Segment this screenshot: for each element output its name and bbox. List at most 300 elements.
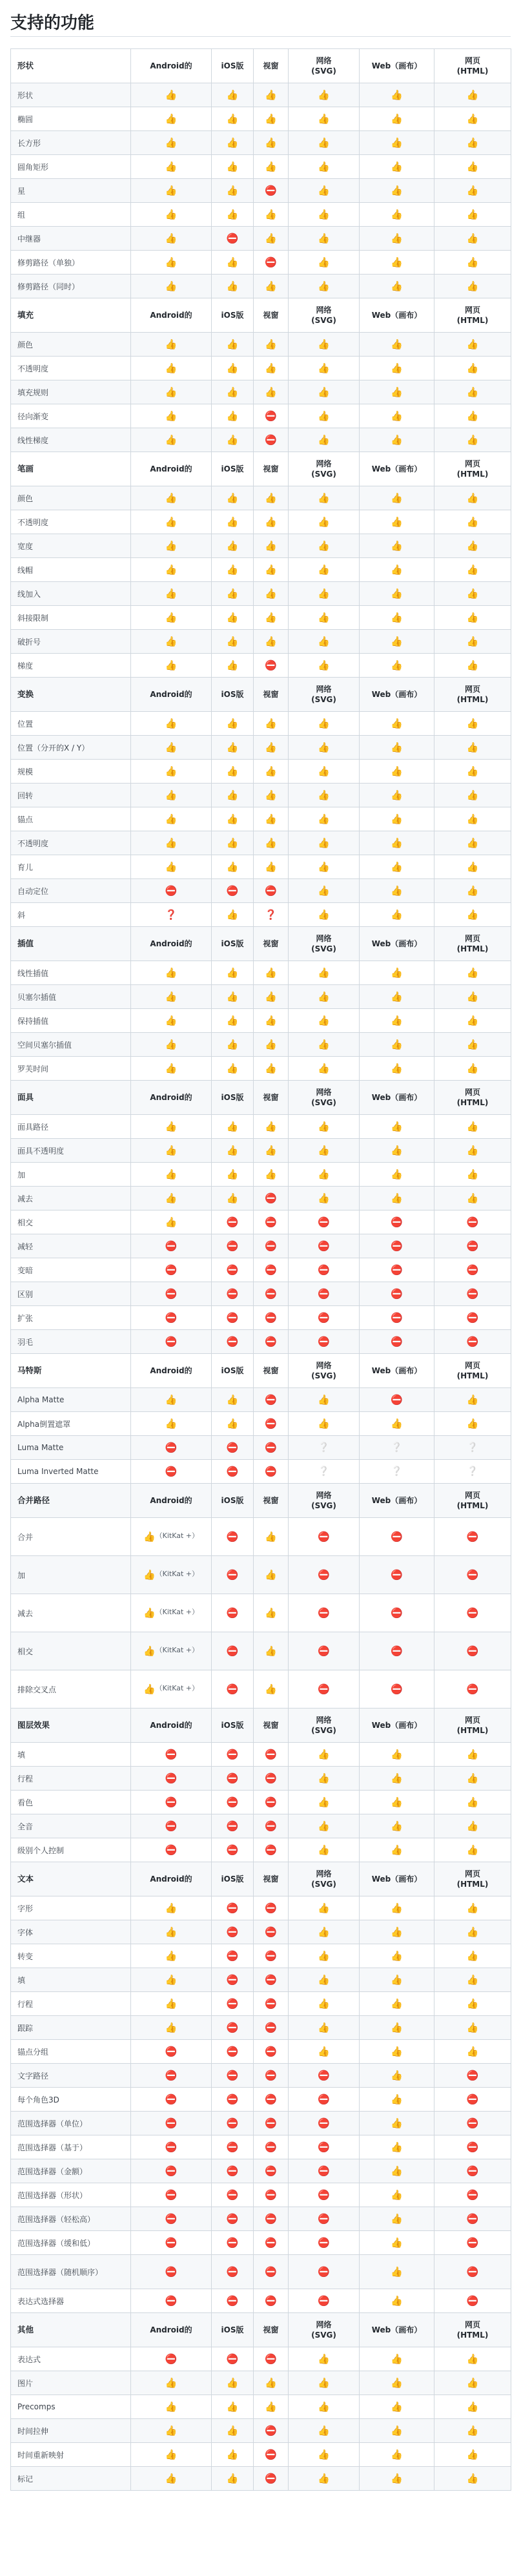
support-cell-web-html	[434, 2443, 511, 2467]
support-cell-windows	[254, 2443, 289, 2467]
column-header-android: Android的	[131, 49, 212, 83]
thumbs-up-icon: 👍	[226, 1192, 239, 1204]
support-cell-web-html	[434, 1920, 511, 1944]
thumbs-up-icon: 👍	[265, 765, 277, 777]
thumbs-up-icon: 👍	[466, 1820, 479, 1832]
support-cell-web-canvas	[360, 2231, 434, 2255]
no-entry-icon: ⛔	[318, 1569, 330, 1581]
support-cell-android	[131, 2371, 212, 2395]
support-cell-ios	[212, 1944, 254, 1968]
support-cell-web-svg	[289, 784, 360, 807]
feature-name: 中继器	[11, 227, 131, 251]
support-cell-android	[131, 2207, 212, 2231]
no-entry-icon: ⛔	[226, 1264, 239, 1276]
support-cell-web-canvas	[360, 203, 434, 227]
no-entry-icon: ⛔	[391, 1216, 403, 1228]
thumbs-up-icon: 👍	[318, 564, 330, 576]
no-entry-icon: ⛔	[165, 2141, 178, 2153]
thumbs-up-icon: 👍	[226, 89, 239, 101]
thumbs-up-icon: 👍	[165, 564, 178, 576]
table-row	[11, 275, 511, 298]
support-cell-web-svg	[289, 486, 360, 510]
support-cell-web-canvas	[360, 83, 434, 107]
support-cell-web-canvas	[360, 712, 434, 736]
support-cell-web-svg	[289, 606, 360, 630]
support-cell-web-html	[434, 2135, 511, 2159]
support-cell-windows	[254, 2040, 289, 2064]
support-cell-web-html	[434, 179, 511, 203]
table-row	[11, 2064, 511, 2088]
thumbs-up-icon: 👍	[165, 2425, 178, 2436]
section-title: 文本	[11, 1862, 131, 1896]
no-entry-icon: ⛔	[226, 2237, 239, 2249]
no-entry-icon: ⛔	[318, 2070, 330, 2081]
support-cell-windows	[254, 582, 289, 606]
support-cell-web-html	[434, 654, 511, 678]
thumbs-up-icon: 👍	[226, 434, 239, 446]
support-cell-web-html	[434, 2040, 511, 2064]
support-cell-android	[131, 1670, 212, 1709]
no-entry-icon: ⛔	[165, 1796, 178, 1808]
support-cell-ios	[212, 380, 254, 404]
table-row	[11, 712, 511, 736]
support-cell-windows	[254, 961, 289, 985]
feature-name: 线性插值	[11, 961, 131, 985]
thumbs-up-icon: 👍	[391, 1015, 403, 1026]
thumbs-up-icon: 👍	[265, 2401, 277, 2413]
table-row	[11, 1234, 511, 1258]
no-entry-icon: ⛔	[466, 2189, 479, 2201]
section-header-row	[11, 49, 511, 83]
column-header-windows: 视窗	[254, 298, 289, 333]
support-cell-windows	[254, 807, 289, 831]
thumbs-up-icon: 👍	[165, 1902, 178, 1914]
support-cell-ios	[212, 1163, 254, 1187]
support-cell-web-html	[434, 736, 511, 760]
support-cell-web-svg	[289, 1518, 360, 1556]
thumbs-up-icon: 👍	[226, 1015, 239, 1026]
support-cell-web-html	[434, 2371, 511, 2395]
table-row	[11, 807, 511, 831]
feature-name: 星	[11, 179, 131, 203]
thumbs-up-icon: 👍	[391, 1039, 403, 1050]
thumbs-up-icon: 👍	[165, 1145, 178, 1156]
section-header-row	[11, 1354, 511, 1388]
support-cell-web-html	[434, 1115, 511, 1139]
support-cell-ios	[212, 807, 254, 831]
support-cell-web-svg	[289, 1556, 360, 1594]
no-entry-icon: ⛔	[265, 1926, 277, 1938]
no-entry-icon: ⛔	[391, 1312, 403, 1324]
support-cell-windows	[254, 203, 289, 227]
no-entry-icon: ⛔	[265, 2022, 277, 2033]
no-entry-icon: ⛔	[226, 1442, 239, 1453]
table-row	[11, 203, 511, 227]
feature-name: 组	[11, 203, 131, 227]
support-cell-windows	[254, 1920, 289, 1944]
no-entry-icon: ⛔	[391, 1394, 403, 1406]
support-cell-windows	[254, 1282, 289, 1306]
support-cell-ios	[212, 582, 254, 606]
thumbs-up-icon: 👍	[265, 612, 277, 623]
support-cell-web-svg	[289, 2289, 360, 2313]
thumbs-up-icon: 👍	[226, 789, 239, 801]
thumbs-up-icon: 👍	[143, 1645, 156, 1657]
column-header-web-canvas: Web（画布）	[360, 927, 434, 961]
column-header-web-svg: 网络 (SVG)	[289, 1709, 360, 1743]
support-cell-android	[131, 1594, 212, 1632]
table-row	[11, 985, 511, 1009]
feature-name: 范围选择器（缓和低）	[11, 2231, 131, 2255]
thumbs-up-icon: 👍	[391, 161, 403, 172]
support-cell-web-canvas	[360, 1234, 434, 1258]
feature-name: 破折号	[11, 630, 131, 654]
feature-name: 范围选择器（金额）	[11, 2159, 131, 2183]
support-cell-android	[131, 1009, 212, 1033]
thumbs-up-icon: 👍	[226, 1145, 239, 1156]
column-header-android: Android的	[131, 1484, 212, 1518]
support-cell-web-html	[434, 1944, 511, 1968]
support-cell-web-html	[434, 1033, 511, 1057]
thumbs-up-icon: 👍	[165, 789, 178, 801]
thumbs-up-icon: 👍	[226, 2425, 239, 2436]
thumbs-up-icon: 👍	[466, 1796, 479, 1808]
thumbs-up-icon: 👍	[466, 2401, 479, 2413]
thumbs-up-icon: 👍	[226, 588, 239, 599]
support-cell-web-html	[434, 155, 511, 179]
support-cell-web-html	[434, 2255, 511, 2289]
no-entry-icon: ⛔	[226, 1974, 239, 1986]
section-title: 笔画	[11, 452, 131, 486]
thumbs-up-icon: 👍	[318, 280, 330, 292]
thumbs-up-icon: 👍	[391, 1169, 403, 1180]
feature-name: Alpha Matte	[11, 1388, 131, 1412]
thumbs-up-icon: 👍	[466, 185, 479, 196]
support-cell-android	[131, 606, 212, 630]
table-row	[11, 879, 511, 903]
support-cell-windows	[254, 985, 289, 1009]
thumbs-up-icon: 👍	[466, 113, 479, 125]
thumbs-up-icon: 👍	[318, 410, 330, 422]
thumbs-up-icon: 👍	[165, 1121, 178, 1132]
support-cell-web-svg	[289, 1412, 360, 1436]
support-cell-ios	[212, 2159, 254, 2183]
no-entry-icon: ⛔	[265, 1974, 277, 1986]
support-cell-web-svg	[289, 83, 360, 107]
feature-name: 级别个人控制	[11, 1838, 131, 1862]
support-cell-web-svg	[289, 2395, 360, 2419]
support-cell-web-canvas	[360, 1814, 434, 1838]
thumbs-up-icon: 👍	[391, 492, 403, 504]
support-cell-ios	[212, 1594, 254, 1632]
support-cell-web-canvas	[360, 582, 434, 606]
kitkat-note: （KitKat +）	[155, 1608, 199, 1616]
support-cell-android	[131, 1115, 212, 1139]
support-cell-ios	[212, 1992, 254, 2016]
support-cell-android	[131, 155, 212, 179]
support-cell-web-html	[434, 2467, 511, 2491]
thumbs-up-icon: 👍	[165, 113, 178, 125]
no-entry-icon: ⛔	[466, 1607, 479, 1619]
thumbs-up-icon: 👍	[318, 718, 330, 729]
support-cell-ios	[212, 1139, 254, 1163]
support-cell-web-html	[434, 2231, 511, 2255]
thumbs-up-icon: 👍	[318, 113, 330, 125]
support-cell-web-canvas	[360, 428, 434, 452]
thumbs-up-icon: 👍	[391, 233, 403, 244]
support-cell-android	[131, 227, 212, 251]
thumbs-up-icon: 👍	[391, 789, 403, 801]
support-cell-android	[131, 1460, 212, 1484]
table-row	[11, 1282, 511, 1306]
table-row	[11, 2207, 511, 2231]
thumbs-up-icon: 👍	[318, 612, 330, 623]
thumbs-up-icon: 👍	[165, 1394, 178, 1406]
thumbs-up-icon: 👍	[165, 280, 178, 292]
support-cell-android	[131, 1330, 212, 1354]
support-cell-web-svg	[289, 2443, 360, 2467]
no-entry-icon: ⛔	[318, 1216, 330, 1228]
support-cell-web-html	[434, 1460, 511, 1484]
thumbs-up-icon: 👍	[165, 1216, 178, 1228]
section-header-row	[11, 298, 511, 333]
feature-name: Luma Matte	[11, 1436, 131, 1460]
thumbs-up-icon: 👍	[318, 2425, 330, 2436]
no-entry-icon: ⛔	[226, 2213, 239, 2225]
support-cell-web-svg	[289, 879, 360, 903]
support-cell-android	[131, 1992, 212, 2016]
table-row	[11, 2395, 511, 2419]
support-cell-web-html	[434, 2207, 511, 2231]
feature-name: 转变	[11, 1944, 131, 1968]
support-cell-web-svg	[289, 2016, 360, 2040]
feature-name: 线帽	[11, 558, 131, 582]
support-cell-android	[131, 1057, 212, 1081]
support-cell-ios	[212, 1388, 254, 1412]
no-entry-icon: ⛔	[226, 2093, 239, 2105]
support-cell-web-canvas	[360, 1944, 434, 1968]
support-cell-web-html	[434, 1791, 511, 1814]
support-cell-ios	[212, 131, 254, 155]
thumbs-up-icon: 👍	[391, 2213, 403, 2225]
no-entry-icon: ⛔	[165, 1336, 178, 1347]
thumbs-up-icon: 👍	[391, 2473, 403, 2484]
support-cell-android	[131, 1814, 212, 1838]
support-cell-web-html	[434, 380, 511, 404]
support-cell-windows	[254, 1556, 289, 1594]
support-cell-ios	[212, 2255, 254, 2289]
no-entry-icon: ⛔	[318, 1645, 330, 1657]
support-cell-windows	[254, 357, 289, 380]
column-header-ios: iOS版	[212, 49, 254, 83]
thumbs-up-icon: 👍	[226, 967, 239, 979]
thumbs-up-icon: 👍	[466, 362, 479, 374]
thumbs-up-icon: 👍	[226, 636, 239, 647]
support-cell-web-html	[434, 1743, 511, 1767]
support-cell-windows	[254, 155, 289, 179]
table-row	[11, 1033, 511, 1057]
support-cell-android	[131, 1388, 212, 1412]
table-row	[11, 2255, 511, 2289]
feature-name: 径向渐变	[11, 404, 131, 428]
thumbs-up-icon: 👍	[318, 837, 330, 849]
thumbs-up-icon: 👍	[165, 161, 178, 172]
support-cell-android	[131, 1139, 212, 1163]
support-cell-web-svg	[289, 107, 360, 131]
thumbs-up-icon: 👍	[318, 540, 330, 552]
thumbs-up-icon: 👍	[466, 540, 479, 552]
thumbs-up-icon: 👍	[165, 2449, 178, 2460]
table-row	[11, 1838, 511, 1862]
thumbs-up-icon: 👍	[391, 967, 403, 979]
table-row	[11, 107, 511, 131]
table-row	[11, 1436, 511, 1460]
thumbs-up-icon: 👍	[391, 185, 403, 196]
no-entry-icon: ⛔	[466, 1683, 479, 1695]
thumbs-up-icon: 👍	[318, 636, 330, 647]
thumbs-up-icon: 👍	[265, 1039, 277, 1050]
support-cell-ios	[212, 831, 254, 855]
thumbs-up-icon: 👍	[318, 885, 330, 897]
support-cell-android	[131, 275, 212, 298]
no-entry-icon: ⛔	[226, 2117, 239, 2129]
table-row	[11, 131, 511, 155]
no-entry-icon: ⛔	[318, 1240, 330, 1252]
support-cell-windows	[254, 2183, 289, 2207]
no-entry-icon: ⛔	[265, 1796, 277, 1808]
feature-name: 不透明度	[11, 357, 131, 380]
thumbs-up-icon: 👍	[466, 516, 479, 528]
table-row	[11, 404, 511, 428]
support-cell-web-svg	[289, 1282, 360, 1306]
feature-name: 回转	[11, 784, 131, 807]
feature-name: 线加入	[11, 582, 131, 606]
thumbs-up-icon: 👍	[318, 1145, 330, 1156]
support-cell-web-html	[434, 2395, 511, 2419]
no-entry-icon: ⛔	[466, 1336, 479, 1347]
kitkat-note: （KitKat +）	[155, 1646, 199, 1654]
column-header-ios: iOS版	[212, 452, 254, 486]
support-cell-windows	[254, 486, 289, 510]
thumbs-up-icon: 👍	[466, 909, 479, 920]
support-cell-windows	[254, 1306, 289, 1330]
thumbs-up-icon: 👍	[391, 2093, 403, 2105]
support-cell-web-canvas	[360, 606, 434, 630]
support-cell-android	[131, 1556, 212, 1594]
no-entry-icon: ⛔	[265, 1418, 277, 1429]
no-entry-icon: ⛔	[226, 2046, 239, 2057]
support-cell-windows	[254, 784, 289, 807]
no-entry-icon: ⛔	[318, 1336, 330, 1347]
column-header-ios: iOS版	[212, 298, 254, 333]
thumbs-up-icon: 👍	[226, 718, 239, 729]
thumbs-up-icon: 👍	[318, 967, 330, 979]
no-entry-icon: ⛔	[226, 885, 239, 897]
support-cell-web-canvas	[360, 1436, 434, 1460]
thumbs-up-icon: 👍	[226, 1418, 239, 1429]
thumbs-up-icon: 👍	[318, 742, 330, 753]
no-entry-icon: ⛔	[466, 2213, 479, 2225]
thumbs-up-icon: 👍	[391, 1749, 403, 1760]
thumbs-up-icon: 👍	[318, 386, 330, 398]
support-cell-web-canvas	[360, 179, 434, 203]
support-cell-web-svg	[289, 179, 360, 203]
support-cell-ios	[212, 1767, 254, 1791]
support-cell-ios	[212, 534, 254, 558]
thumbs-up-icon: 👍	[318, 1998, 330, 2010]
feature-name: 保持插值	[11, 1009, 131, 1033]
table-row	[11, 2347, 511, 2371]
thumbs-up-icon: 👍	[165, 516, 178, 528]
thumbs-up-icon: 👍	[466, 1998, 479, 2010]
no-entry-icon: ⛔	[318, 2165, 330, 2177]
table-row	[11, 760, 511, 784]
feature-name: 图片	[11, 2371, 131, 2395]
no-entry-icon: ⛔	[265, 1192, 277, 1204]
table-row	[11, 428, 511, 452]
support-cell-web-html	[434, 275, 511, 298]
support-cell-windows	[254, 1163, 289, 1187]
thumbs-up-icon: 👍	[466, 765, 479, 777]
support-cell-web-svg	[289, 1594, 360, 1632]
column-header-android: Android的	[131, 298, 212, 333]
support-cell-ios	[212, 1210, 254, 1234]
support-cell-web-svg	[289, 1258, 360, 1282]
thumbs-up-icon: 👍	[391, 1796, 403, 1808]
thumbs-up-icon: 👍	[318, 813, 330, 825]
support-cell-android	[131, 582, 212, 606]
support-cell-web-svg	[289, 2159, 360, 2183]
table-row	[11, 510, 511, 534]
no-entry-icon: ⛔	[265, 185, 277, 196]
thumbs-up-icon: 👍	[391, 113, 403, 125]
support-cell-web-canvas	[360, 2207, 434, 2231]
support-cell-android	[131, 2159, 212, 2183]
support-cell-web-svg	[289, 630, 360, 654]
no-entry-icon: ⛔	[466, 1645, 479, 1657]
no-entry-icon: ⛔	[165, 2213, 178, 2225]
support-cell-web-html	[434, 1556, 511, 1594]
support-cell-android	[131, 1632, 212, 1670]
support-cell-web-html	[434, 2419, 511, 2443]
feature-name: 面具不透明度	[11, 1139, 131, 1163]
thumbs-up-icon: 👍	[265, 89, 277, 101]
thumbs-up-icon: 👍	[265, 338, 277, 350]
thumbs-up-icon: 👍	[466, 564, 479, 576]
support-cell-web-canvas	[360, 2419, 434, 2443]
thumbs-up-icon: 👍	[391, 540, 403, 552]
support-cell-web-canvas	[360, 1594, 434, 1632]
column-header-web-canvas: Web（画布）	[360, 298, 434, 333]
feature-name: 面具路径	[11, 1115, 131, 1139]
support-cell-web-canvas	[360, 251, 434, 275]
support-cell-windows	[254, 83, 289, 107]
no-entry-icon: ⛔	[165, 2093, 178, 2105]
thumbs-up-icon: 👍	[265, 1169, 277, 1180]
no-entry-icon: ⛔	[466, 2266, 479, 2278]
thumbs-up-icon: 👍	[466, 742, 479, 753]
support-cell-web-html	[434, 1258, 511, 1282]
support-cell-web-canvas	[360, 1767, 434, 1791]
support-cell-android	[131, 1518, 212, 1556]
support-cell-web-svg	[289, 333, 360, 357]
table-row	[11, 1944, 511, 1968]
thumbs-up-icon: 👍	[318, 1772, 330, 1784]
section-header-row	[11, 1484, 511, 1518]
support-cell-web-canvas	[360, 534, 434, 558]
no-entry-icon: ⛔	[226, 1531, 239, 1542]
table-row	[11, 380, 511, 404]
